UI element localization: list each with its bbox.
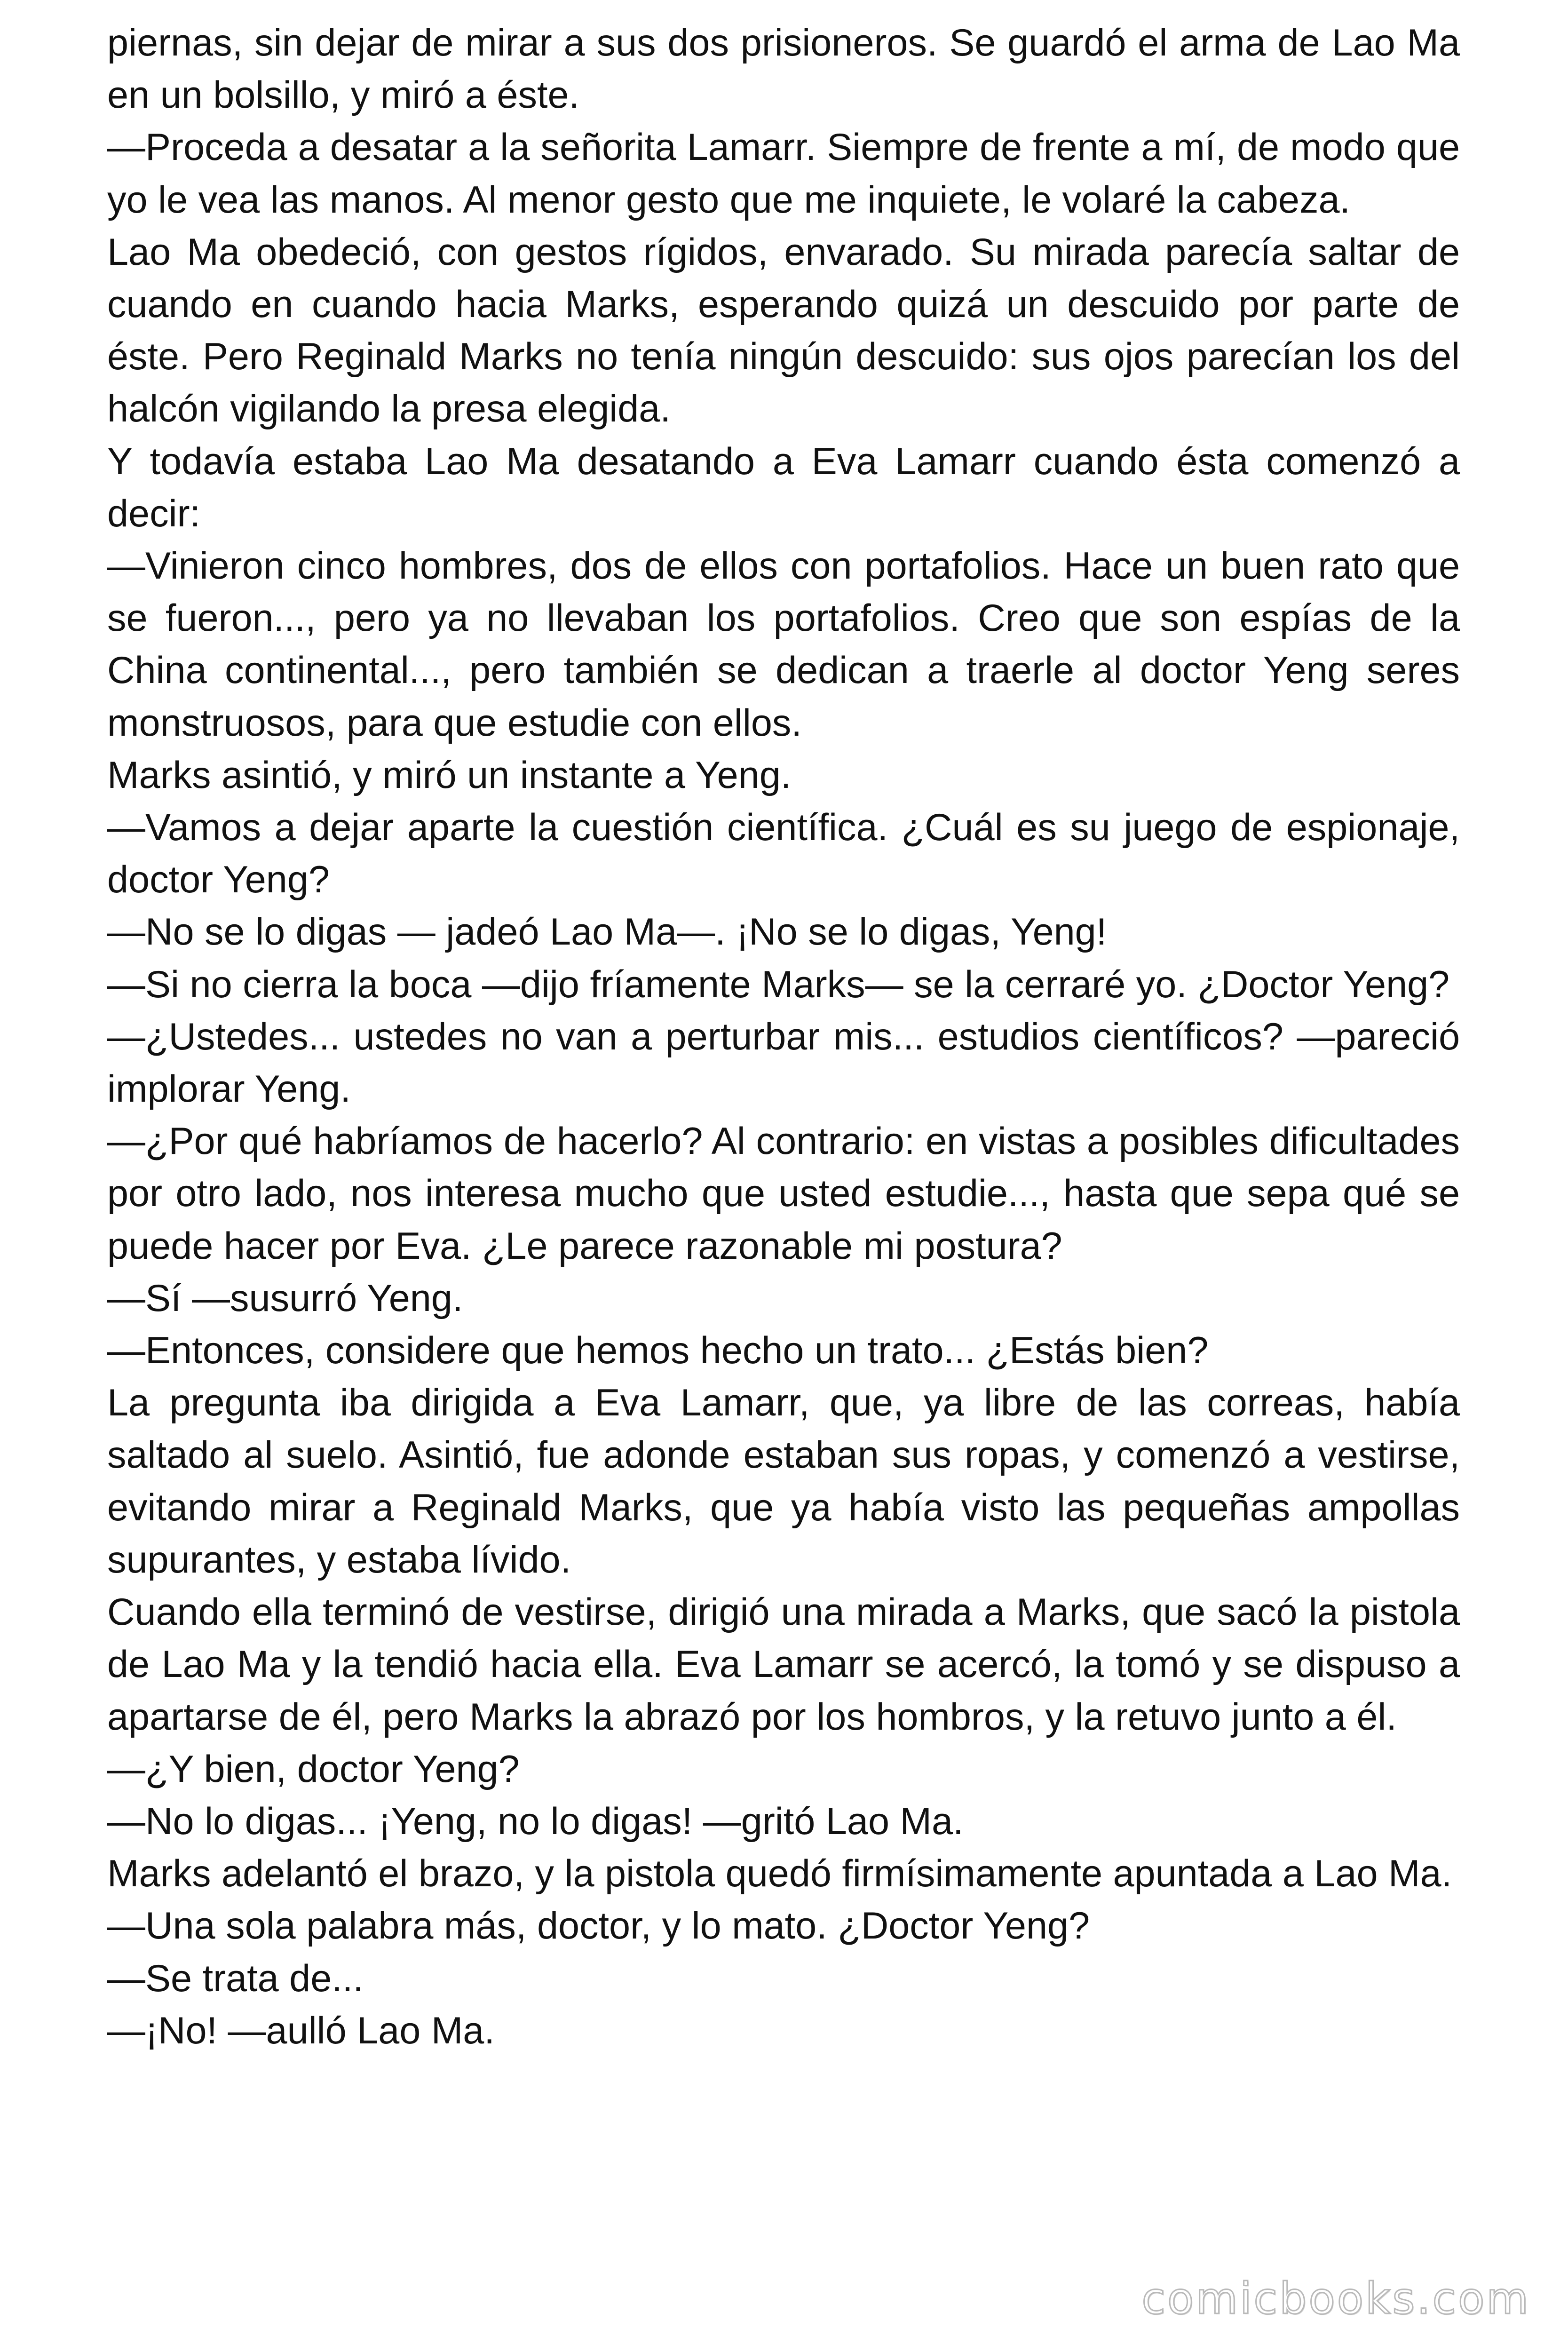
paragraph: —Vinieron cinco hombres, dos de ellos con portafolios. Hace un buen rato que se fueron..., pero ya no llevaban los portafolios. Creo que son espías de la China continental..., pero también se dedican a traerle al doctor Yeng seres monstruosos, para que estudie con ellos. bbox=[107, 545, 1460, 744]
paragraph: Cuando ella terminó de vestirse, dirigió una mirada a Marks, que sacó la pistola de Lao Ma y la tendió hacia ella. Eva Lamarr se acercó, la tomó y se dispuso a apartarse de él, pero Marks la abrazó por los hombros, y la retuvo junto a él. bbox=[107, 1591, 1460, 1738]
paragraph: —Si no cierra la boca —dijo fríamente Marks— se la cerraré yo. ¿Doctor Yeng? bbox=[107, 963, 1450, 1006]
paragraph: —¿Por qué habríamos de hacerlo? Al contrario: en vistas a posibles dificultades por otro lado, nos interesa mucho que usted estudie..., hasta que sepa qué se puede hacer por Eva. ¿Le parece razonable mi postura? bbox=[107, 1120, 1460, 1267]
watermark: comicbooks.com bbox=[1141, 2273, 1530, 2324]
paragraph: —No se lo digas — jadeó Lao Ma—. ¡No se lo digas, Yeng! bbox=[107, 911, 1107, 954]
paragraph: Y todavía estaba Lao Ma desatando a Eva Lamarr cuando ésta comenzó a decir: bbox=[107, 440, 1460, 535]
paragraph: Lao Ma obedeció, con gestos rígidos, envarado. Su mirada parecía saltar de cuando en cuando hacia Marks, esperando quizá un descuido por parte de éste. Pero Reginald Marks no tenía ningún descuido: sus ojos parecían los del halcón vigilando la presa elegida. bbox=[107, 230, 1460, 430]
paragraph: —Sí —susurró Yeng. bbox=[107, 1277, 463, 1319]
paragraph: —Entonces, considere que hemos hecho un trato... ¿Estás bien? bbox=[107, 1329, 1209, 1372]
paragraph: —No lo digas... ¡Yeng, no lo digas! —gritó Lao Ma. bbox=[107, 1800, 964, 1843]
page-text bbox=[107, 17, 1460, 2057]
paragraph: piernas, sin dejar de mirar a sus dos prisioneros. Se guardó el arma de Lao Ma en un bolsillo, y miró a éste. bbox=[107, 22, 1460, 117]
paragraph: —¡No! —aulló Lao Ma. bbox=[107, 2009, 495, 2052]
paragraph: —¿Ustedes... ustedes no van a perturbar mis... estudios científicos? —pareció implorar Yeng. bbox=[107, 1015, 1460, 1111]
paragraph: —¿Y bien, doctor Yeng? bbox=[107, 1748, 520, 1790]
paragraph: Marks adelantó el brazo, y la pistola quedó firmísimamente apuntada a Lao Ma. bbox=[107, 1852, 1452, 1895]
paragraph: —Proceda a desatar a la señorita Lamarr. Siempre de frente a mí, de modo que yo le vea las manos. Al menor gesto que me inquiete, le volaré la cabeza. bbox=[107, 126, 1460, 221]
paragraph: —Vamos a dejar aparte la cuestión científica. ¿Cuál es su juego de espionaje, doctor Yeng? bbox=[107, 806, 1460, 901]
paragraph: La pregunta iba dirigida a Eva Lamarr, que, ya libre de las correas, había saltado al suelo. Asintió, fue adonde estaban sus ropas, y comenzó a vestirse, evitando mirar a Reginald Marks, que ya había visto las pequeñas ampollas supurantes, y estaba lívido. bbox=[107, 1382, 1460, 1581]
paragraph: Marks asintió, y miró un instante a Yeng. bbox=[107, 754, 792, 796]
paragraph: —Una sola palabra más, doctor, y lo mato. ¿Doctor Yeng? bbox=[107, 1905, 1090, 1947]
paragraph: —Se trata de... bbox=[107, 1957, 364, 2000]
